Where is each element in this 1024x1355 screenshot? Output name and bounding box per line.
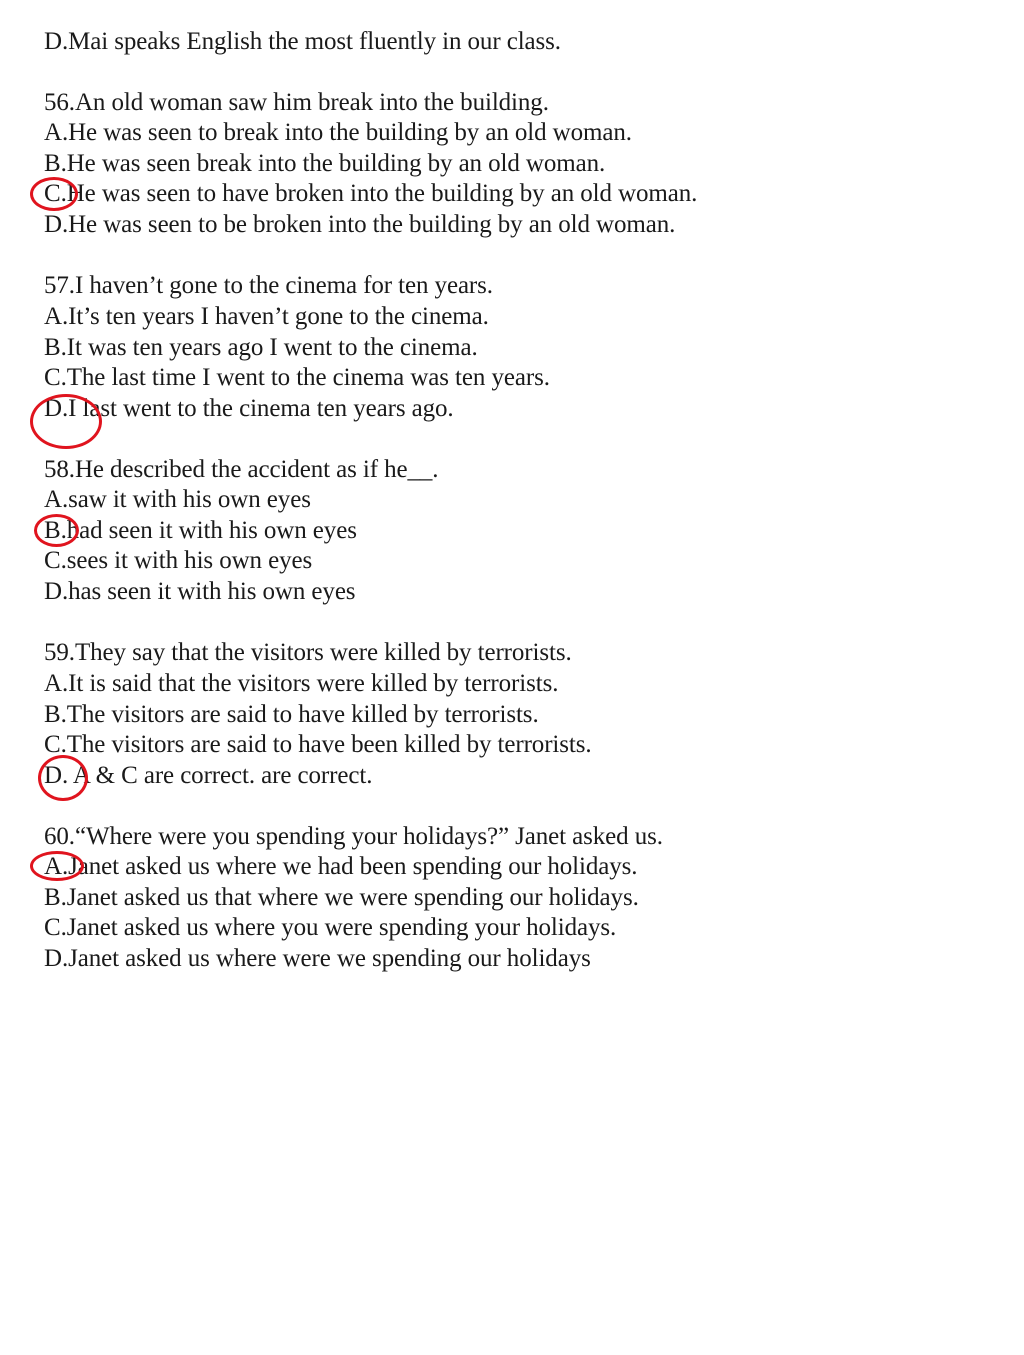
q60-option-c: C.Janet asked us where you were spending your holidays.: [44, 914, 617, 941]
q58-option-c: C.sees it with his own eyes: [44, 547, 313, 574]
q56-answer-circle: [30, 177, 78, 211]
q57-question: 57.I haven’t gone to the cinema for ten years.: [44, 272, 493, 299]
q59-option-a: A.It is said that the visitors were killed by terrorists.: [44, 670, 559, 697]
q55-option-d: D.Mai speaks English the most fluently in our class.: [44, 28, 561, 55]
q58-question: 58.He described the accident as if he__.: [44, 456, 439, 483]
q59-option-d: D. A & C are correct. are correct.: [44, 762, 373, 789]
q56-question: 56.An old woman saw him break into the building.: [44, 89, 549, 116]
q59-option-b: B.The visitors are said to have killed by terrorists.: [44, 701, 539, 728]
q56-option-b: B.He was seen break into the building by an old woman.: [44, 150, 606, 177]
q57-option-b: B.It was ten years ago I went to the cinema.: [44, 334, 478, 361]
q58-answer-circle: [34, 514, 79, 547]
q59-answer-circle: [38, 755, 88, 801]
q58-option-b: B.had seen it with his own eyes: [44, 517, 357, 544]
q59-question: 59.They say that the visitors were killed by terrorists.: [44, 639, 572, 666]
q56-option-d: D.He was seen to be broken into the building by an old woman.: [44, 211, 676, 238]
q57-option-c: C.The last time I went to the cinema was ten years.: [44, 364, 550, 391]
q60-option-d: D.Janet asked us where were we spending our holidays: [44, 945, 591, 972]
q57-option-d: D.I last went to the cinema ten years ago.: [44, 395, 454, 422]
q59-option-c: C.The visitors are said to have been killed by terrorists.: [44, 731, 592, 758]
q60-question: 60.“Where were you spending your holidays?” Janet asked us.: [44, 823, 663, 850]
q60-answer-circle: [30, 851, 84, 881]
q56-option-c: C.He was seen to have broken into the building by an old woman.: [44, 180, 698, 207]
q58-option-d: D.has seen it with his own eyes: [44, 578, 356, 605]
q58-option-a: A.saw it with his own eyes: [44, 486, 311, 513]
q60-option-b: B.Janet asked us that where we were spending our holidays.: [44, 884, 639, 911]
q57-answer-circle: [30, 394, 102, 449]
q57-option-a: A.It’s ten years I haven’t gone to the cinema.: [44, 303, 489, 330]
q60-option-a: A.Janet asked us where we had been spending our holidays.: [44, 853, 638, 880]
q56-option-a: A.He was seen to break into the building by an old woman.: [44, 119, 632, 146]
